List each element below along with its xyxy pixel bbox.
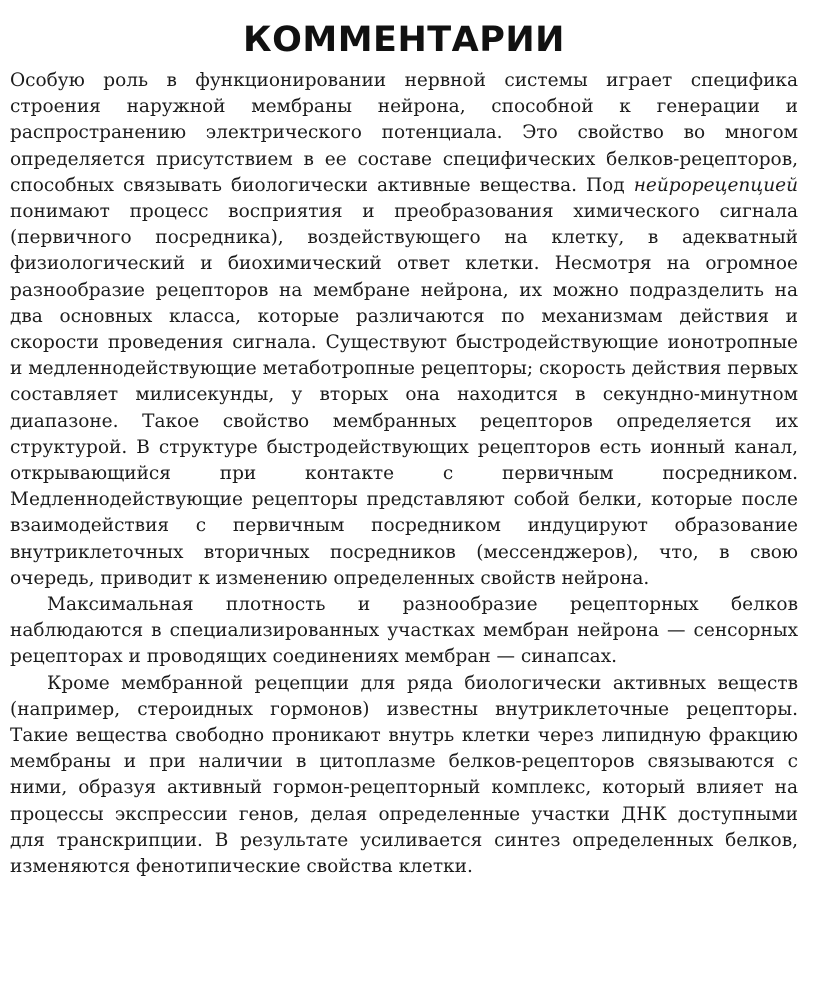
paragraph-1-text-start: Особую роль в функционировании нервной системы играет специфика строения наружной мембраны нейрона, способной к генерации и распространению электрического потенциала. Это свойство во многом определяется присутствием в ее составе специфических белков-рецепторов, способных связывать биологически активные вещества. Под (10, 70, 798, 196)
paragraph-neuroreception (10, 68, 798, 592)
page-title: КОММЕНТАРИИ (243, 20, 565, 60)
paragraph-1-text-end: понимают процесс восприятия и преобразования химического сигнала (первичного посредника), воздействующего на клетку, в адекватный физиологический и биохимический ответ клетки. Несмотря на огромное разнообразие рецепторов на мембране нейрона, их можно подразделить на два основных класса, которые различаются по механизмам действия и скорости проведения сигнала. Существуют быстродействующие ионотропные и медленнодействующие метаботропные рецепторы; скорость действия первых составляет милисекунды, у вторых она находится в секундно-минутном диапазоне. Такое свойство мембранных рецепторов определяется их структурой. В структуре быстродействующих рецепторов есть ионный канал, открывающийся при контакте с первичным посредником. Медленнодействующие рецепторы представляют собой белки, которые после взаимодействия с первичным посредником индуцируют образование внутриклеточных вторичных посредников (мессенджеров), что, в свою очередь, приводит к изменению определенных свойств нейрона. (10, 201, 798, 589)
italic-term: нейрорецепцией (633, 174, 798, 196)
document-body (10, 68, 798, 880)
paragraph-receptor-density: Максимальная плотность и разнообразие рецепторных белков наблюдаются в специализированных участках мембран нейрона — сенсорных рецепторах и проводящих соединениях мембран — синапсах. (10, 594, 798, 668)
paragraph-intracellular-receptors: Кроме мембранной рецепции для ряда биологически активных веществ (например, стероидных гормонов) известны внутриклеточные рецепторы. Такие вещества свободно проникают внутрь клетки через липидную фракцию мембраны и при наличии в цитоплазме белков-рецепторов связываются с ними, образуя активный гормон-рецепторный комплекс, который влияет на процессы экспрессии генов, делая определенные участки ДНК доступными для транскрипции. В результате усиливается синтез определенных белков, изменяются фенотипические свойства клетки. (10, 672, 798, 878)
